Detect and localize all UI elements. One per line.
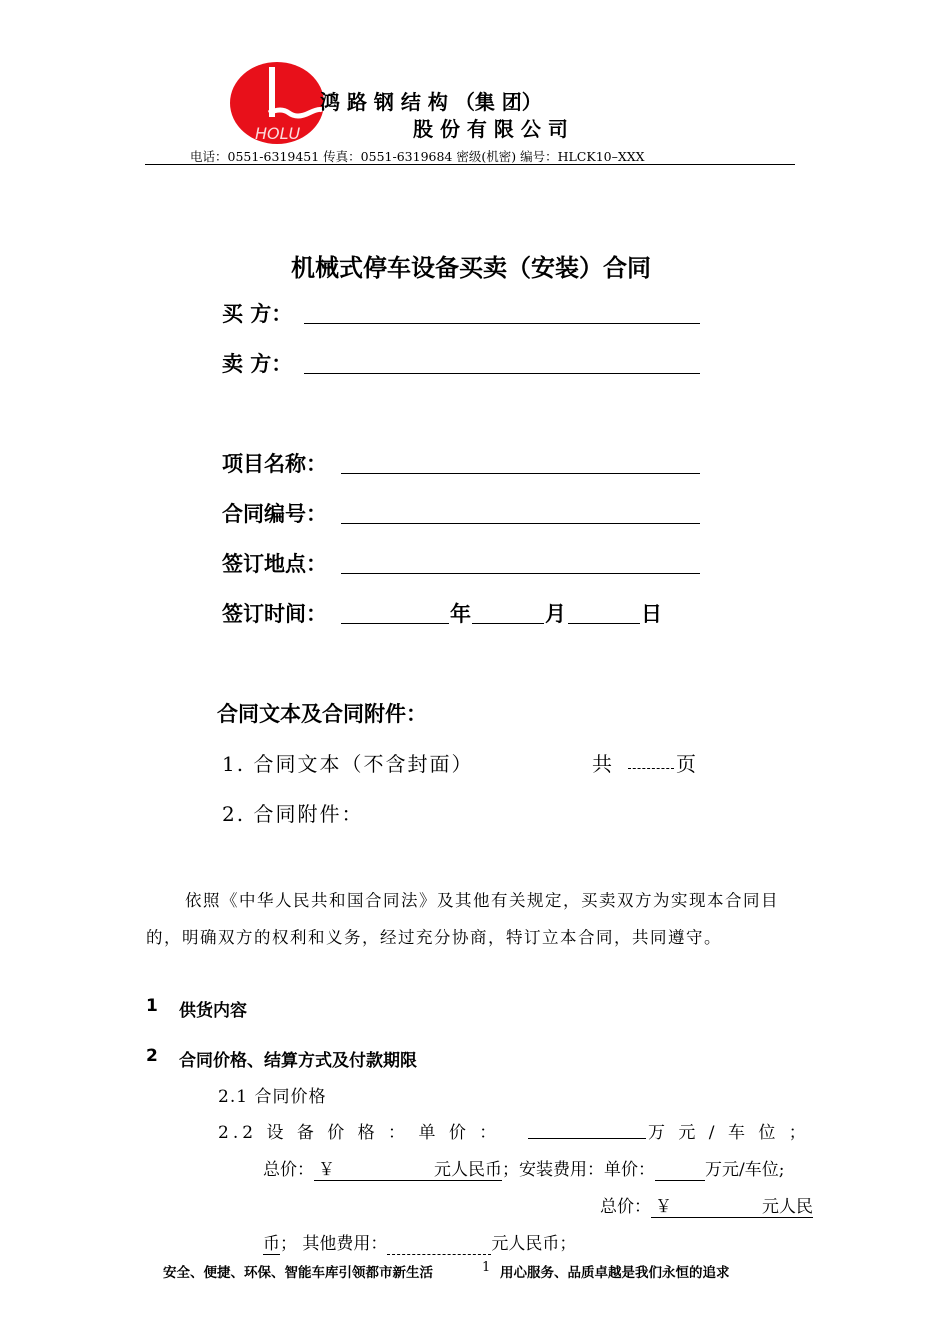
preamble-line-1: 依照《中华人民共和国合同法》及其他有关规定，买卖双方为实现本合同目: [185, 891, 779, 910]
total-label: 总价：: [263, 1160, 314, 1180]
total2-row: [600, 1192, 813, 1218]
total2-label: 总价：: [600, 1197, 651, 1217]
contract-no-label: 合同编号：: [222, 502, 327, 526]
header-rule: [145, 164, 795, 165]
buyer-row: [222, 298, 292, 328]
attachments-heading: 合同文本及合同附件：: [217, 702, 427, 726]
contract-no-input-line[interactable]: [341, 523, 700, 524]
company-logo-icon: [229, 61, 325, 145]
other-fees-input-line[interactable]: [387, 1234, 491, 1255]
section-1-title: 供货内容: [179, 1001, 247, 1021]
place-label: 签订地点：: [222, 552, 327, 576]
other-fees-unit: 元人民币；: [491, 1234, 577, 1254]
seller-row: [222, 348, 292, 378]
section-2-1: 2.1 合同价格: [218, 1087, 327, 1107]
yen-symbol: ￥: [318, 1160, 335, 1180]
logo-text: HOLU: [255, 124, 301, 143]
day-label: 日: [641, 602, 662, 626]
buyer-input-line[interactable]: [304, 323, 700, 324]
seller-label: 卖 方：: [222, 352, 293, 376]
attachment-item-2: 2. 合同附件：: [222, 802, 364, 826]
rmb-part-1: 元人民: [762, 1197, 813, 1217]
company-name-line2: 股 份 有 限 公 司: [413, 117, 568, 141]
rmb-part-2: 币: [263, 1229, 280, 1255]
unit-price-input-line[interactable]: [528, 1138, 646, 1139]
place-input-line[interactable]: [341, 573, 700, 574]
year-label: 年: [450, 602, 471, 626]
other-fees-label: ； 其他费用：: [280, 1234, 388, 1254]
footer-slogan-left: 安全、便捷、环保、智能车库引领都市新生活: [163, 1265, 433, 1281]
month-input-line[interactable]: [472, 623, 544, 624]
total-price-row: [263, 1155, 784, 1181]
section-2-number: 2: [146, 1046, 158, 1066]
contact-line: 电话：0551-6319451 传真：0551-6319684 密级(机密) 编号：HLCK10–XXX: [190, 149, 645, 164]
year-input-line[interactable]: [341, 623, 449, 624]
attachment-item-1: 1. 合同文本（不含封面）: [222, 752, 474, 776]
footer-slogan-right: 用心服务、品质卓越是我们永恒的追求: [500, 1265, 730, 1281]
footer-page-number: 1: [482, 1260, 491, 1275]
section-2-2-unit: 万 元 / 车 位 ；: [648, 1123, 810, 1143]
buyer-label: 买 方：: [222, 302, 293, 326]
total2-amount-field[interactable]: [651, 1192, 813, 1218]
page-count-input-line[interactable]: [628, 768, 674, 769]
preamble-line-2: 的，明确双方的权利和义务，经过充分协商，特订立本合同，共同遵守。: [146, 928, 722, 947]
other-fees-row: [263, 1229, 576, 1255]
seller-input-line[interactable]: [304, 373, 700, 374]
month-label: 月: [545, 602, 566, 626]
project-label: 项目名称：: [222, 452, 327, 476]
yen-symbol-2: ￥: [655, 1197, 672, 1217]
attachment-total-label: 共: [592, 752, 612, 776]
install-price-input-line[interactable]: [655, 1160, 705, 1181]
document-title: 机械式停车设备买卖（安装）合同: [291, 254, 651, 282]
section-2-2-label: 2.2 设 备 价 格 ： 单 价 ：: [218, 1123, 501, 1143]
total-amount-field[interactable]: [314, 1155, 502, 1181]
project-input-line[interactable]: [341, 473, 700, 474]
install-label: ；安装费用：单价：: [502, 1160, 655, 1180]
rmb-label: 元人民币: [434, 1160, 502, 1180]
section-1-number: 1: [146, 996, 158, 1016]
install-unit: 万元/车位;: [705, 1160, 785, 1180]
company-name-line1: 鸿 路 钢 结 构 （集 团）: [320, 90, 542, 114]
time-label: 签订时间：: [222, 602, 327, 626]
attachment-page-label: 页: [676, 752, 696, 776]
section-2-title: 合同价格、结算方式及付款期限: [179, 1051, 417, 1071]
day-input-line[interactable]: [568, 623, 640, 624]
